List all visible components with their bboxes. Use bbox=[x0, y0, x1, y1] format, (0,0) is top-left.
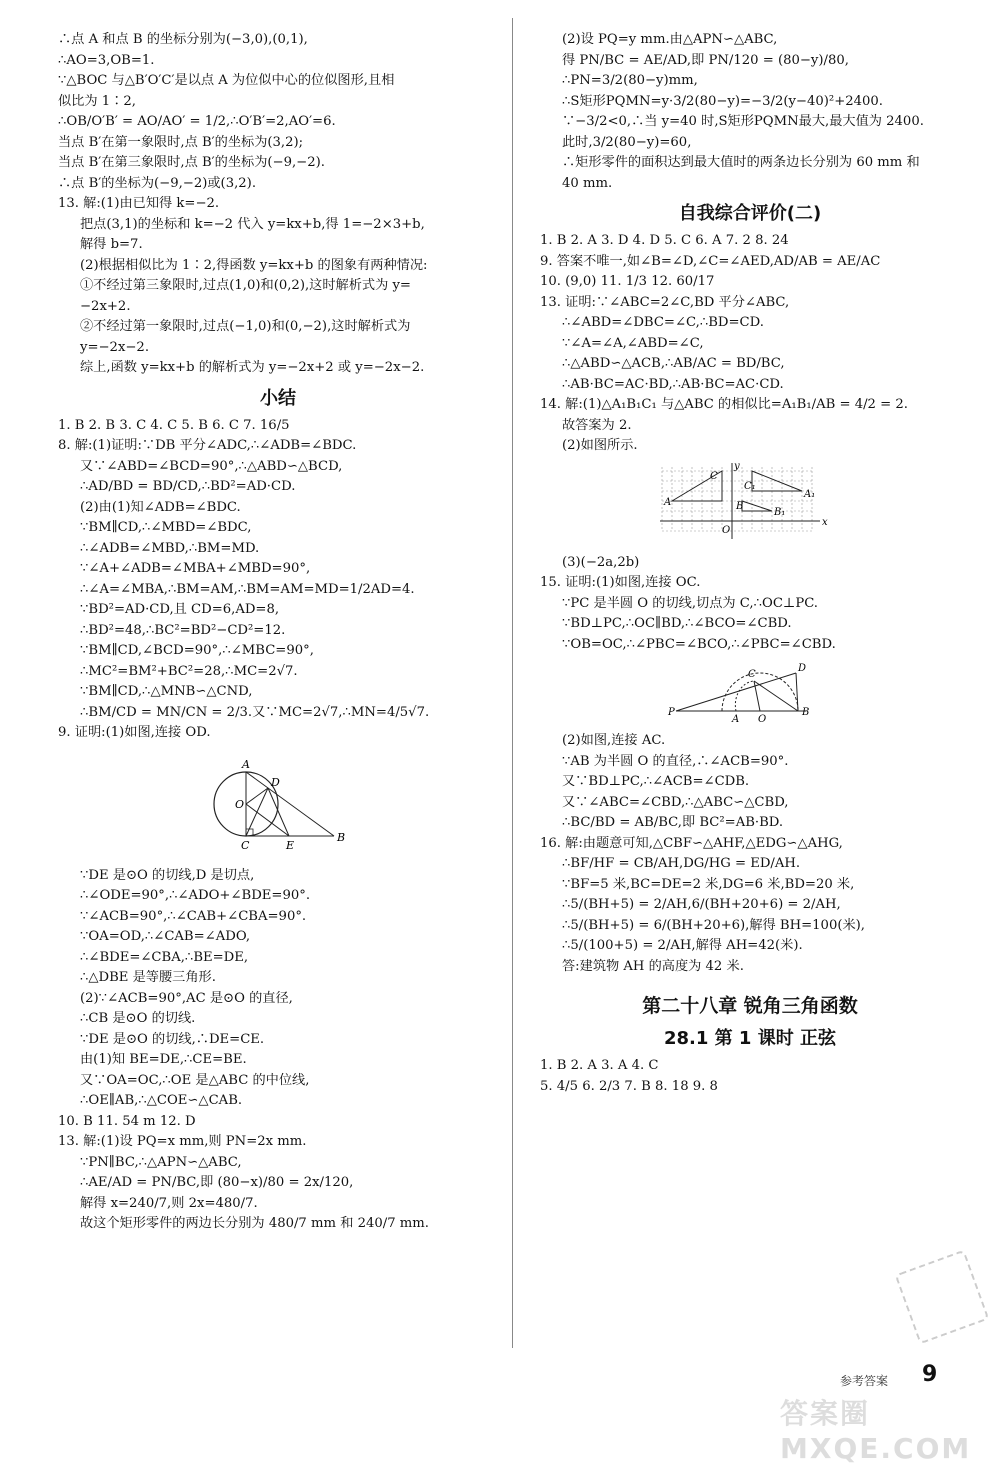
text-line: 当点 B′在第一象限时,点 B′的坐标为(3,2); bbox=[58, 134, 304, 150]
text-line: ∴AD/BD = BD/CD,∴BD²=AD·CD. bbox=[80, 479, 296, 494]
figure-15 bbox=[540, 659, 960, 725]
text-line: 10. B 11. 54 m 12. D bbox=[58, 1113, 196, 1129]
label-B: B bbox=[736, 500, 744, 512]
text-line: ∴OE∥AB,∴△COE∽△CAB. bbox=[80, 1093, 243, 1108]
text-line: ∵BD⊥PC,∴OC∥BD,∴∠BCO=∠CBD. bbox=[562, 616, 792, 631]
label-O: O bbox=[758, 714, 767, 725]
text-line: 似比为 1∶2, bbox=[58, 93, 136, 109]
text-line: 又∵∠ABD=∠BCD=90°,∴△ABD∽△BCD, bbox=[80, 458, 343, 474]
label-C1: C₁ bbox=[744, 480, 756, 492]
label-A: A bbox=[732, 714, 740, 725]
label-B1: B₁ bbox=[774, 506, 786, 518]
text-line: ∴5/(BH+5) = 6/(BH+20+6),解得 BH=100(米), bbox=[562, 917, 866, 933]
text-line: 综上,函数 y=kx+b 的解析式为 y=−2x+2 或 y=−2x−2. bbox=[80, 360, 425, 375]
text-line: 15. 证明:(1)如图,连接 OC. bbox=[540, 575, 701, 590]
text-line: ∴△DBE 是等腰三角形. bbox=[80, 970, 216, 985]
text-line: ∵AB 为半圆 O 的直径,∴∠ACB=90°. bbox=[562, 753, 789, 769]
text-line: ①不经过第三象限时,过点(1,0)和(0,2),这时解析式为 y= bbox=[80, 278, 411, 293]
label-B: B bbox=[802, 707, 810, 718]
label-E: E bbox=[286, 838, 295, 852]
text-line: (3)(−2a,2b) bbox=[562, 554, 640, 570]
text-line: ②不经过第一象限时,过点(−1,0)和(0,−2),这时解析式为 bbox=[80, 319, 411, 334]
text-line: 故这个矩形零件的两边长分别为 480/7 mm 和 240/7 mm. bbox=[80, 1216, 429, 1231]
text-line: 13. 解:(1)由已知得 k=−2. bbox=[58, 196, 220, 211]
text-line: ∴BF/HF = CB/AH,DG/HG = ED/AH. bbox=[562, 856, 801, 871]
text-line: 又∵OA=OC,∴OE 是△ABC 的中位线, bbox=[80, 1072, 310, 1088]
text-line: ∴BC/BD = AB/BC,即 BC²=AB·BD. bbox=[562, 815, 784, 830]
text-line: ∴5/(100+5) = 2/AH,解得 AH=42(米). bbox=[562, 938, 803, 953]
text-line: 8. 解:(1)证明:∵DB 平分∠ADC,∴∠ADB=∠BDC. bbox=[58, 438, 357, 453]
text-line: ∴PN=3/2(80−y)mm, bbox=[562, 73, 698, 88]
text-line: ∴点 B′的坐标为(−9,−2)或(3,2). bbox=[58, 175, 257, 191]
chapter-heading: 第二十八章 锐角三角函数 bbox=[642, 995, 858, 1017]
text-line: ∴∠ODE=90°,∴∠ADO+∠BDE=90°. bbox=[80, 888, 311, 903]
text-line: (2)根据相似比为 1∶2,得函数 y=kx+b 的图象有两种情况: bbox=[80, 257, 428, 273]
right-column bbox=[540, 30, 960, 1097]
text-line: ∴∠ABD=∠DBC=∠C,∴BD=CD. bbox=[562, 315, 764, 330]
label-A: A bbox=[664, 496, 672, 508]
text-line: ∵PC 是半圆 O 的切线,切点为 C,∴OC⊥PC. bbox=[562, 595, 819, 611]
text-line: 1. B 2. B 3. C 4. C 5. B 6. C 7. 16/5 bbox=[58, 417, 290, 433]
text-line: 9. 证明:(1)如图,连接 OD. bbox=[58, 725, 211, 740]
text-line: ∴BD²=48,∴BC²=BD²−CD²=12. bbox=[80, 622, 286, 638]
text-line: ∵BM∥CD,∴∠MBD=∠BDC, bbox=[80, 520, 252, 535]
text-line: 故答案为 2. bbox=[562, 417, 632, 433]
footer-label: 参考答案 bbox=[840, 1374, 889, 1388]
label-O: O bbox=[235, 797, 245, 811]
text-line: 得 PN/BC = AE/AD,即 PN/120 = (80−y)/80, bbox=[562, 52, 849, 68]
text-line: 由(1)知 BE=DE,∴CE=BE. bbox=[80, 1052, 247, 1067]
coordinate-grid-figure bbox=[540, 461, 840, 547]
text-line: ∵DE 是⊙O 的切线,D 是切点, bbox=[80, 867, 255, 883]
text-line: 10. (9,0) 11. 1/3 12. 60/17 bbox=[540, 274, 715, 289]
text-line: 当点 B′在第三象限时,点 B′的坐标为(−9,−2). bbox=[58, 155, 325, 170]
text-line: ∴AE/AD = PN/BC,即 (80−x)/80 = 2x/120, bbox=[80, 1175, 354, 1190]
text-line: (2)设 PQ=y mm.由△APN∽△ABC, bbox=[562, 32, 778, 47]
label-A: A bbox=[242, 757, 250, 771]
label-C: C bbox=[241, 838, 250, 852]
text-line: ∵BM∥CD,∠BCD=90°,∴∠MBC=90°, bbox=[80, 643, 314, 658]
text-line: ∵BF=5 米,BC=DE=2 米,DG=6 米,BD=20 米, bbox=[562, 876, 855, 892]
text-line: 1. B 2. A 3. D 4. D 5. C 6. A 7. 2 8. 24 bbox=[540, 233, 789, 248]
circle-tangent-figure bbox=[58, 748, 358, 860]
text-line: (2)由(1)知∠ADB=∠BDC. bbox=[80, 499, 241, 515]
section-heading: 小结 bbox=[260, 387, 296, 409]
text-line: 又∵∠ABC=∠CBD,∴△ABC∽△CBD, bbox=[562, 794, 789, 810]
text-line: (2)如图所示. bbox=[562, 438, 638, 453]
label-B: B bbox=[337, 830, 346, 844]
text-line: ∵BM∥CD,∴△MNB∽△CND, bbox=[80, 684, 253, 699]
text-line: ∵PN∥BC,∴△APN∽△ABC, bbox=[80, 1154, 242, 1170]
label-A1: A₁ bbox=[804, 488, 816, 500]
text-line: 16. 解:由题意可知,△CBF∽△AHF,△EDG∽△AHG, bbox=[540, 835, 843, 851]
text-line: ∵∠A=∠A,∠ABD=∠C, bbox=[562, 335, 704, 351]
text-line: y=−2x−2. bbox=[80, 339, 150, 355]
text-line: (2)如图,连接 AC. bbox=[562, 733, 666, 748]
label-D: D bbox=[798, 663, 807, 674]
text-line: ∴∠ADB=∠MBD,∴BM=MD. bbox=[80, 540, 260, 556]
text-line: ∵−3/2<0,∴当 y=40 时,S矩形PQMN最大,最大值为 2400. bbox=[562, 114, 924, 129]
text-line: 40 mm. bbox=[562, 175, 613, 191]
text-line: 此时,3/2(80−y)=60, bbox=[562, 134, 692, 150]
text-line: ∴CB 是⊙O 的切线. bbox=[80, 1011, 196, 1026]
text-line: ∴△ABD∽△ACB,∴AB/AC = BD/BC, bbox=[562, 356, 785, 371]
lesson-heading: 28.1 第 1 课时 正弦 bbox=[663, 1028, 836, 1049]
text-line: ∴OB/O′B′ = AO/AO′ = 1/2,∴O′B′=2,AO′=6. bbox=[58, 114, 336, 129]
text-line: ∴矩形零件的面积达到最大值时的两条边长分别为 60 mm 和 bbox=[562, 155, 920, 170]
label-C: C bbox=[748, 669, 756, 680]
text-line: 又∵BD⊥PC,∴∠ACB=∠CDB. bbox=[562, 774, 750, 789]
watermark: 答案圈 MXQE.COM bbox=[780, 1397, 972, 1465]
text-line: ∵∠ACB=90°,∴∠CAB+∠CBA=90°. bbox=[80, 908, 307, 924]
text-line: 5. 4/5 6. 2/3 7. B 8. 18 9. 8 bbox=[540, 1078, 718, 1094]
stamp-mark bbox=[895, 1250, 990, 1345]
text-line: 解得 b=7. bbox=[80, 237, 143, 252]
text-line: ∴5/(BH+5) = 2/AH,6/(BH+20+6) = 2/AH, bbox=[562, 897, 841, 912]
label-y: y bbox=[734, 460, 740, 472]
label-D: D bbox=[271, 775, 280, 789]
semicircle-tangent-figure bbox=[540, 659, 840, 725]
text-line: ∴AB·BC=AC·BD,∴AB·BC=AC·CD. bbox=[562, 376, 784, 392]
text-line: 把点(3,1)的坐标和 k=−2 代入 y=kx+b,得 1=−2×3+b, bbox=[80, 216, 425, 232]
text-line: 13. 证明:∵∠ABC=2∠C,BD 平分∠ABC, bbox=[540, 294, 790, 310]
text-line: ∴S矩形PQMN=y·3/2(80−y)=−3/2(y−40)²+2400. bbox=[562, 93, 883, 109]
text-line: ∴BM/CD = MN/CN = 2/3.又∵MC=2√7,∴MN=4/5√7. bbox=[80, 704, 430, 720]
column-divider bbox=[512, 18, 513, 1348]
text-line: 13. 解:(1)设 PQ=x mm,则 PN=2x mm. bbox=[58, 1134, 307, 1149]
text-line: ∵BD²=AD·CD,且 CD=6,AD=8, bbox=[80, 602, 280, 617]
label-P: P bbox=[668, 707, 675, 718]
text-line: ∵∠A+∠ADB=∠MBA+∠MBD=90°, bbox=[80, 561, 311, 576]
text-line: ∴∠A=∠MBA,∴BM=AM,∴BM=AM=MD=1/2AD=4. bbox=[80, 581, 415, 597]
text-line: 答:建筑物 AH 的高度为 42 米. bbox=[562, 958, 744, 974]
text-line: ∵OA=OD,∴∠CAB=∠ADO, bbox=[80, 929, 251, 944]
text-line: ∵DE 是⊙O 的切线,∴DE=CE. bbox=[80, 1031, 265, 1047]
text-line: ∴MC²=BM²+BC²=28,∴MC=2√7. bbox=[80, 663, 298, 679]
label-C: C bbox=[710, 470, 718, 482]
text-line: ∴AO=3,OB=1. bbox=[58, 52, 155, 68]
label-x: x bbox=[822, 516, 828, 528]
text-line: (2)∵∠ACB=90°,AC 是⊙O 的直径, bbox=[80, 990, 293, 1006]
text-line: ∴∠BDE=∠CBA,∴BE=DE, bbox=[80, 949, 249, 965]
page-number: 9 bbox=[922, 1362, 938, 1387]
text-line: ∵△BOC 与△B′O′C′是以点 A 为位似中心的位似图形,且相 bbox=[58, 73, 395, 88]
section-heading: 自我综合评价(二) bbox=[678, 203, 822, 224]
left-column bbox=[58, 30, 498, 1235]
text-line: ∴点 A 和点 B 的坐标分别为(−3,0),(0,1), bbox=[58, 32, 308, 47]
text-line: 14. 解:(1)△A₁B₁C₁ 与△ABC 的相似比=A₁B₁/AB = 4/2 = 2. bbox=[540, 397, 908, 412]
label-O: O bbox=[722, 524, 731, 536]
text-line: 解得 x=240/7,则 2x=480/7. bbox=[80, 1195, 258, 1211]
text-line: ∵OB=OC,∴∠PBC=∠BCO,∴∠PBC=∠CBD. bbox=[562, 636, 836, 652]
text-line: 1. B 2. A 3. A 4. C bbox=[540, 1058, 659, 1073]
text-line: 9. 答案不唯一,如∠B=∠D,∠C=∠AED,AD/AB = AE/AC bbox=[540, 253, 881, 269]
figure-14 bbox=[540, 461, 960, 547]
text-line: −2x+2. bbox=[80, 298, 131, 314]
figure-9 bbox=[58, 748, 498, 860]
